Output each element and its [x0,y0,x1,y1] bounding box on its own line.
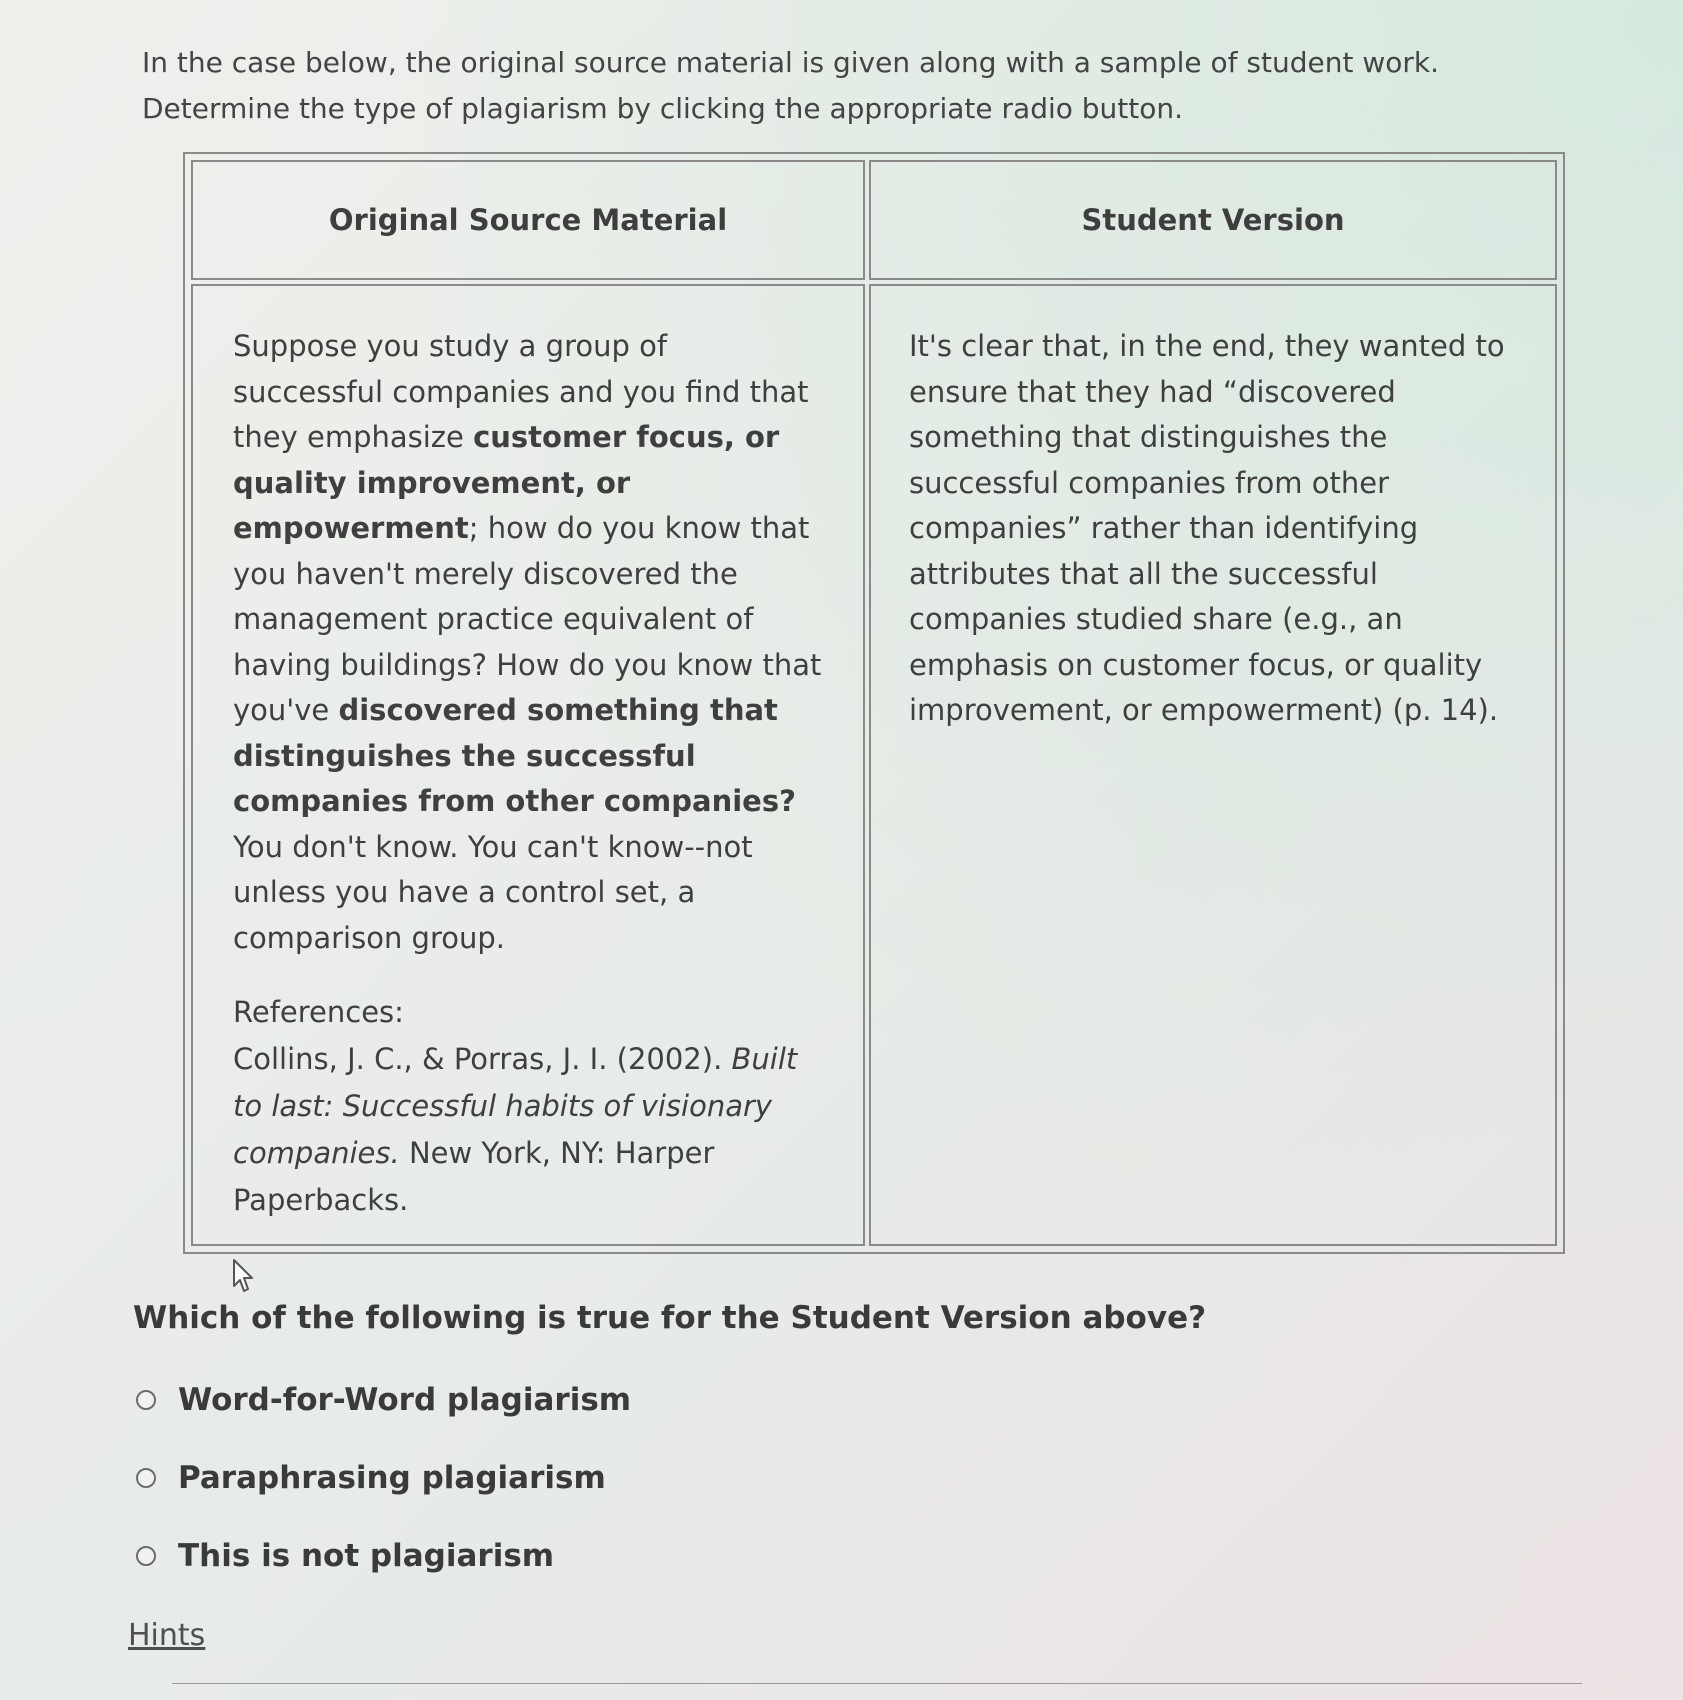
answer-options [136,1380,631,1614]
reference-entry [233,1036,823,1224]
student-version-cell [869,284,1557,1246]
option-paraphrasing[interactable] [136,1458,631,1498]
option-word-for-word[interactable] [136,1380,631,1420]
original-segment: You don't know. You can't know--not unless you have a control set, a comparison group. [233,829,753,955]
radio-button[interactable] [136,1468,156,1488]
instructions [142,40,1542,132]
option-label: Paraphrasing plagiarism [178,1460,606,1496]
original-segment-bold: discovered something that distinguishes the successful companies from other companies? [233,693,796,818]
mouse-pointer-icon [232,1258,258,1294]
instructions-line-1: In the case below, the original source material is given along with a sample of student work. [142,46,1439,79]
table-header-row [191,160,1557,280]
option-label: Word-for-Word plagiarism [178,1382,632,1418]
table-body-row [191,284,1557,1246]
option-not-plagiarism[interactable] [136,1536,631,1576]
references [233,989,823,1224]
hints-link[interactable]: Hints [128,1618,206,1653]
header-original-source: Original Source Material [191,160,865,280]
original-source-text [233,324,823,961]
option-label: This is not plagiarism [178,1538,555,1574]
radio-button[interactable] [136,1546,156,1566]
reference-title: Built to last: Successful habits of visionary companies. [233,1042,798,1170]
original-segment: ; how do you know that you haven't merely discovered the management practice equivalent of having buildings? How do you know that you've [233,511,822,727]
original-segment-bold: customer focus, or quality improvement, or empowerment [233,420,780,545]
reference-authors: Collins, J. C., & Porras, J. I. (2002). [233,1042,732,1076]
references-label: References: [233,995,404,1029]
original-source-cell [191,284,865,1246]
original-segment: Suppose you study a group of successful companies and you find that they emphasize [233,329,809,454]
case-table [183,152,1565,1254]
header-student-version: Student Version [869,160,1557,280]
question-prompt: Which of the following is true for the Student Version above? [133,1300,1207,1336]
instructions-line-2: Determine the type of plagiarism by clicking the appropriate radio button. [142,92,1184,125]
student-version-text: It's clear that, in the end, they wanted to ensure that they had “discovered something that distinguishes the successful companies from other companies” rather than identifying attributes that all the successful companies studied share (e.g., an emphasis on customer focus, or quality improvement, or empowerment) (p. 14). [909,329,1505,727]
reference-publisher: New York, NY: Harper Paperbacks. [233,1136,715,1217]
divider [172,1683,1582,1684]
radio-button[interactable] [136,1390,156,1410]
